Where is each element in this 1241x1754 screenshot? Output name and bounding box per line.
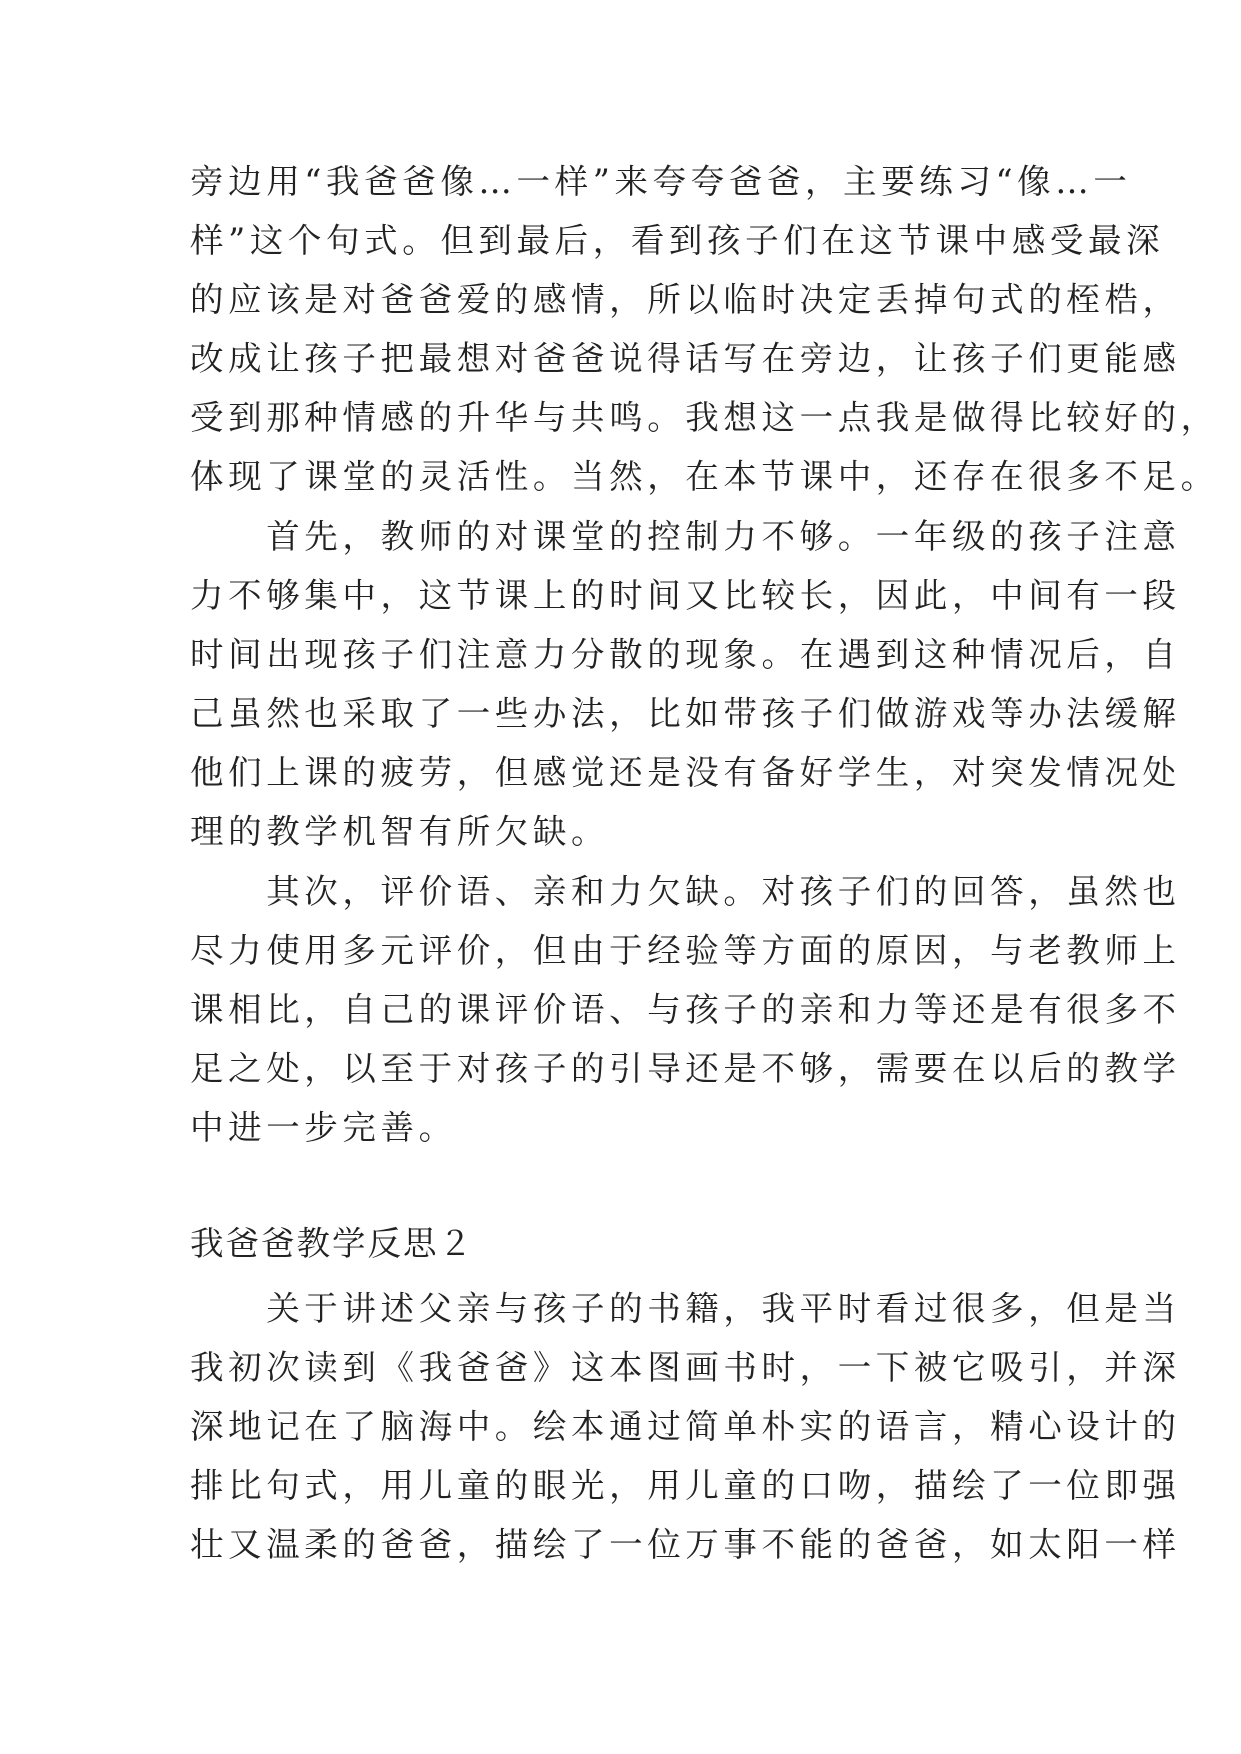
- text-line: 受到那种情感的升华与共鸣。我想这一点我是做得比较好的，: [190, 398, 1219, 437]
- text-line: 我初次读到《我爸爸》这本图画书时，一下被它吸引，并深: [190, 1348, 1181, 1387]
- text-line: 其次，评价语、亲和力欠缺。对孩子们的回答，虽然也: [190, 872, 1181, 911]
- text-line: 的应该是对爸爸爱的感情，所以临时决定丢掉句式的桎梏，: [190, 280, 1181, 319]
- text-line: 改成让孩子把最想对爸爸说得话写在旁边，让孩子们更能感: [190, 339, 1181, 378]
- text-line: 中进一步完善。: [190, 1108, 457, 1147]
- text-line: 深地记在了脑海中。绘本通过简单朴实的语言，精心设计的: [190, 1407, 1181, 1446]
- section-heading: 我爸爸教学反思２: [190, 1224, 474, 1263]
- text-line: 课相比，自己的课评价语、与孩子的亲和力等还是有很多不: [190, 990, 1181, 1029]
- text-line: 力不够集中，这节课上的时间又比较长，因此，中间有一段: [190, 576, 1181, 615]
- text-line: 体现了课堂的灵活性。当然，在本节课中，还存在很多不足。: [190, 457, 1219, 496]
- text-line: 足之处，以至于对孩子的引导还是不够，需要在以后的教学: [190, 1049, 1181, 1088]
- text-line: 样”这个句式。但到最后，看到孩子们在这节课中感受最深: [190, 221, 1165, 260]
- text-line: 他们上课的疲劳，但感觉还是没有备好学生，对突发情况处: [190, 753, 1181, 792]
- text-line: 排比句式，用儿童的眼光，用儿童的口吻，描绘了一位即强: [190, 1466, 1181, 1505]
- text-line: 关于讲述父亲与孩子的书籍，我平时看过很多，但是当: [190, 1289, 1181, 1328]
- text-line: 首先，教师的对课堂的控制力不够。一年级的孩子注意: [190, 517, 1181, 556]
- text-line: 尽力使用多元评价，但由于经验等方面的原因，与老教师上: [190, 931, 1181, 970]
- text-line: 壮又温柔的爸爸，描绘了一位万事不能的爸爸，如太阳一样: [190, 1525, 1181, 1564]
- text-line: 己虽然也采取了一些办法，比如带孩子们做游戏等办法缓解: [190, 694, 1181, 733]
- text-line: 理的教学机智有所欠缺。: [190, 812, 610, 851]
- text-line: 时间出现孩子们注意力分散的现象。在遇到这种情况后，自: [190, 635, 1181, 674]
- text-line: 旁边用“我爸爸像…一样”来夸夸爸爸，主要练习“像…一: [190, 162, 1132, 201]
